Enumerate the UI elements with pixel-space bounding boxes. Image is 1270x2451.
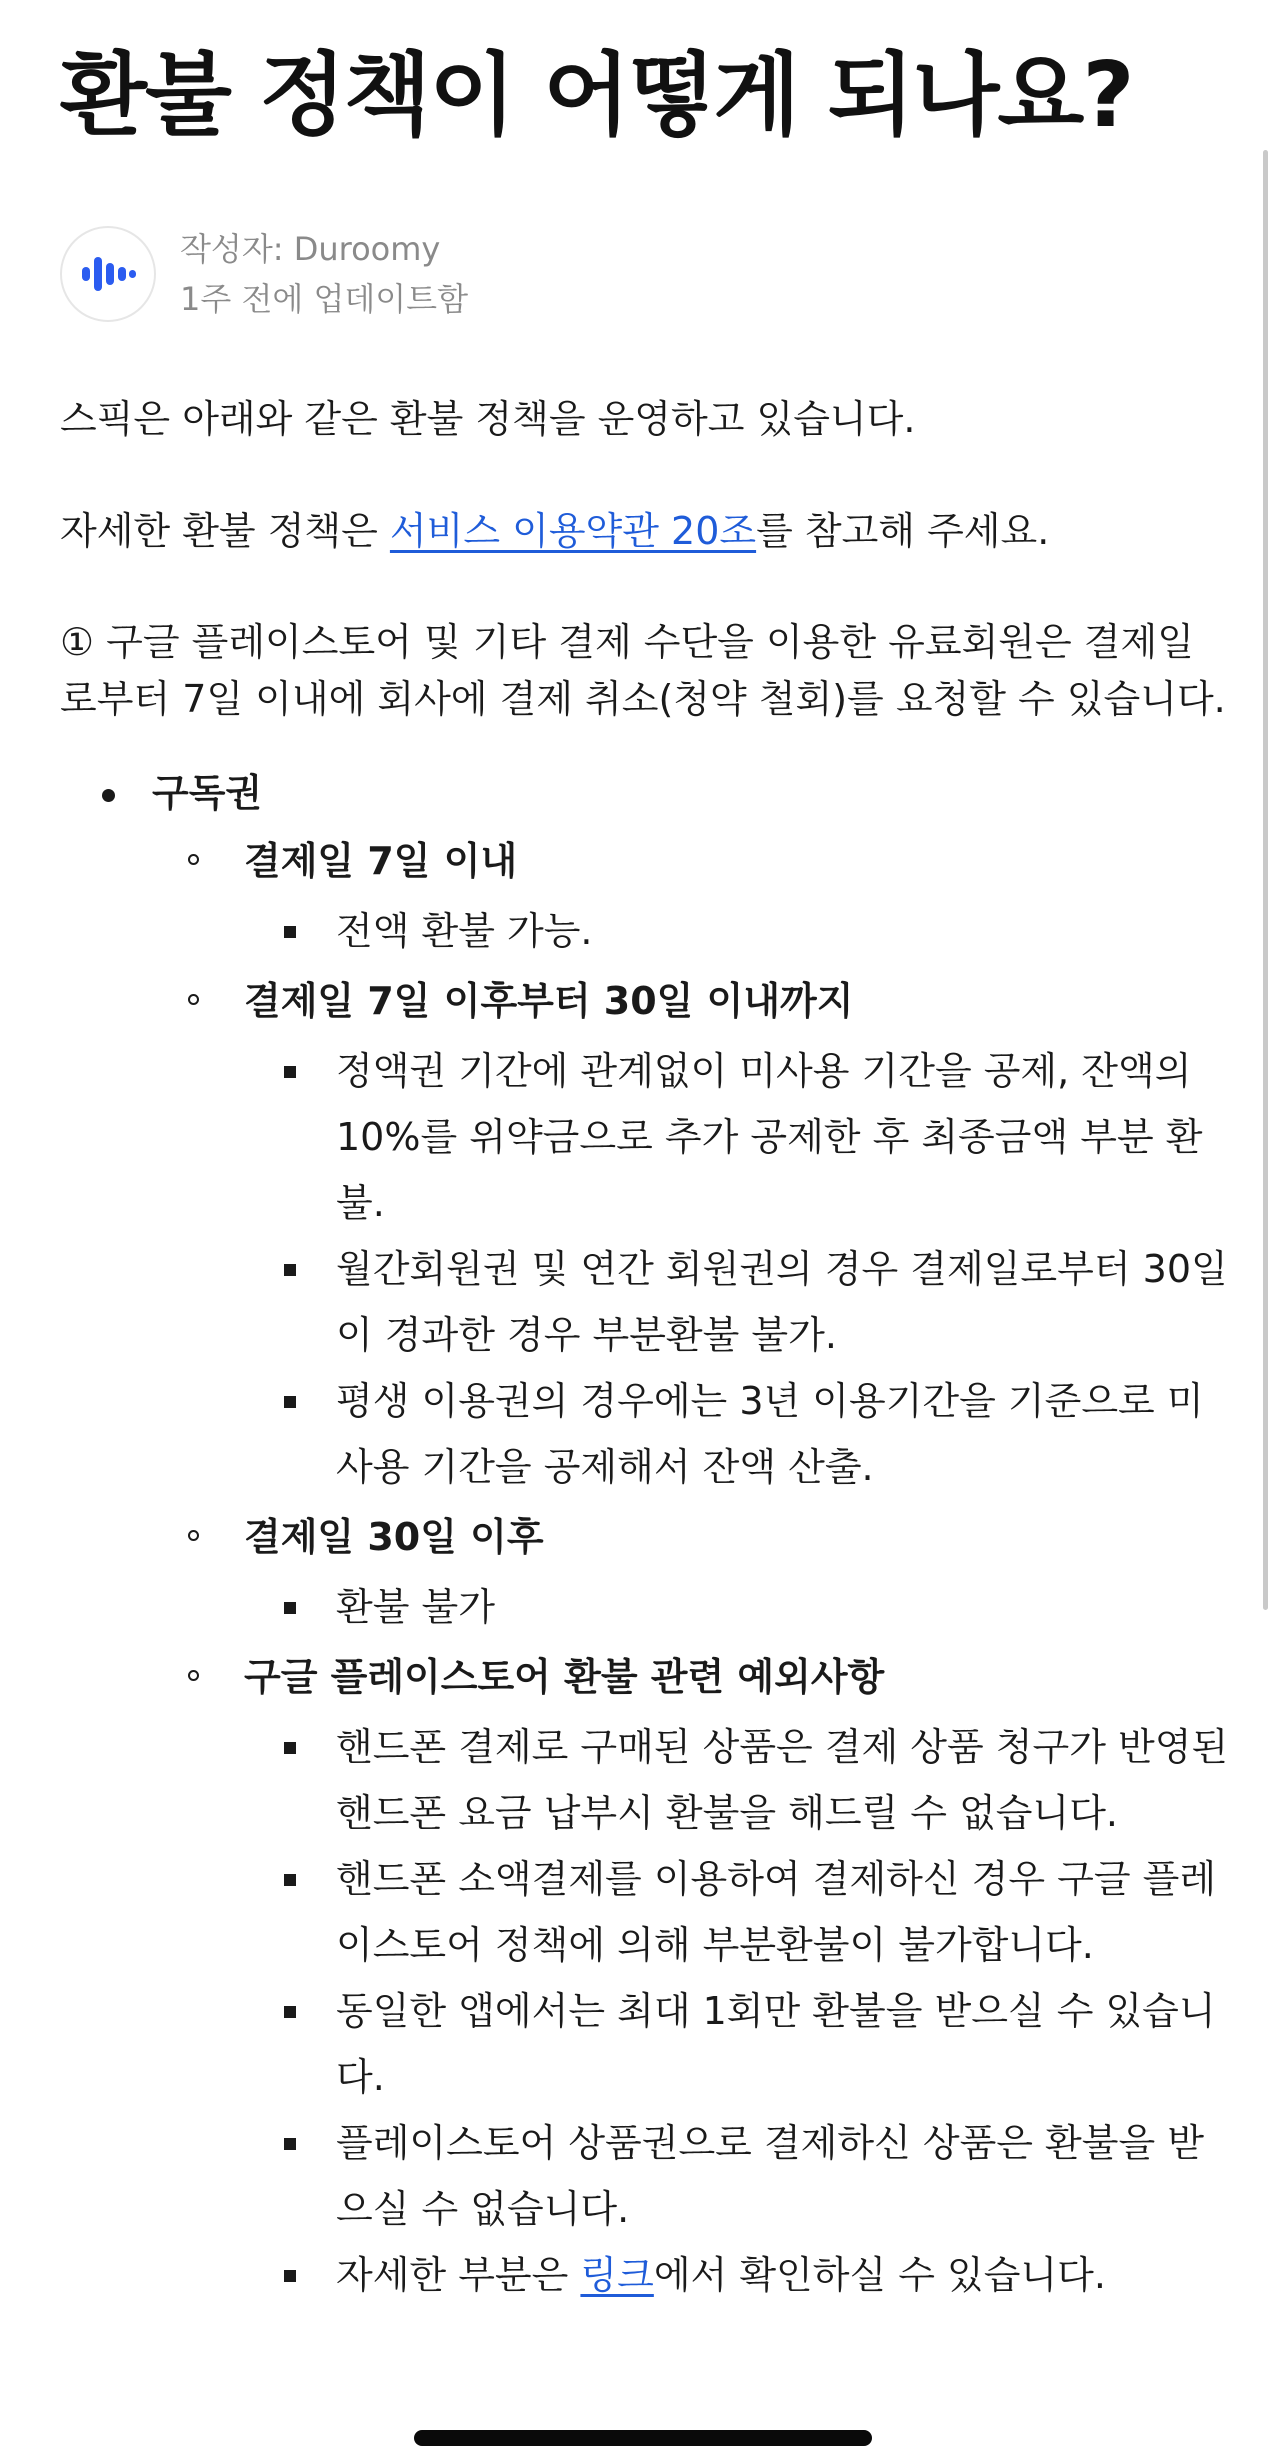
article-page xyxy=(60,0,1230,2297)
list-item xyxy=(244,2242,1230,2308)
group-items xyxy=(244,898,1230,964)
detail-paragraph xyxy=(60,502,1230,560)
policy-groups xyxy=(152,832,1230,2308)
list-item: 월간회원권 및 연간 회원권의 경우 결제일로부터 30일이 경과한 경우 부분환불 불가. xyxy=(244,1236,1230,1368)
audio-wave-icon xyxy=(60,226,156,322)
item-suffix: 에서 확인하실 수 있습니다. xyxy=(653,2253,1106,2297)
policy-list xyxy=(60,764,1230,2308)
home-indicator[interactable] xyxy=(414,2430,872,2446)
detail-prefix: 자세한 환불 정책은 xyxy=(60,509,390,553)
list-item: 플레이스토어 상품권으로 결제하신 상품은 환불을 받으실 수 없습니다. xyxy=(244,2110,1230,2242)
updated-time: 1주 전에 업데이트함 xyxy=(180,280,468,318)
group-items xyxy=(244,1038,1230,1500)
item-prefix: 자세한 부분은 xyxy=(336,2253,581,2297)
list-item: 핸드폰 결제로 구매된 상품은 결제 상품 청구가 반영된 핸드폰 요금 납부시 환불을 해드릴 수 없습니다. xyxy=(244,1714,1230,1846)
article-body xyxy=(60,390,1230,2316)
group-items xyxy=(244,1714,1230,2308)
list-item: 환불 불가 xyxy=(244,1574,1230,1640)
detail-suffix: 를 참고해 주세요. xyxy=(756,509,1050,553)
list-item: 평생 이용권의 경우에는 3년 이용기간을 기준으로 미사용 기간을 공제해서 잔액 산출. xyxy=(244,1368,1230,1500)
author-name: 작성자: Duroomy xyxy=(180,230,441,268)
rule-1-paragraph: ① 구글 플레이스토어 및 기타 결제 수단을 이용한 유료회원은 결제일로부터 7일 이내에 회사에 결제 취소(청약 철회)를 요청할 수 있습니다. xyxy=(60,620,1226,721)
intro-paragraph: 스픽은 아래와 같은 환불 정책을 운영하고 있습니다. xyxy=(60,397,916,441)
article-title: 환불 정책이 어떻게 되나요? xyxy=(60,43,1133,148)
group-title: 결제일 30일 이후 xyxy=(244,1515,544,1559)
policy-group xyxy=(152,1648,1230,2308)
section-title: 구독권 xyxy=(152,771,263,815)
policy-group xyxy=(152,972,1230,1500)
group-title: 구글 플레이스토어 환불 관련 예외사항 xyxy=(244,1655,885,1699)
scrollbar[interactable] xyxy=(1263,150,1268,1610)
group-title: 결제일 7일 이후부터 30일 이내까지 xyxy=(244,979,854,1023)
list-item: 정액권 기간에 관계없이 미사용 기간을 공제, 잔액의 10%를 위약금으로 추가 공제한 후 최종금액 부분 환불. xyxy=(244,1038,1230,1236)
list-item: 전액 환불 가능. xyxy=(244,898,1230,964)
group-title: 결제일 7일 이내 xyxy=(244,839,518,883)
policy-group xyxy=(152,832,1230,964)
details-link[interactable]: 링크 xyxy=(580,2253,654,2297)
list-item: 동일한 앱에서는 최대 1회만 환불을 받으실 수 있습니다. xyxy=(244,1978,1230,2110)
list-item: 핸드폰 소액결제를 이용하여 결제하신 경우 구글 플레이스토어 정책에 의해 부분환불이 불가합니다. xyxy=(244,1846,1230,1978)
terms-link[interactable]: 서비스 이용약관 20조 xyxy=(389,509,757,553)
group-items xyxy=(244,1574,1230,1640)
policy-group xyxy=(152,1508,1230,1640)
list-item xyxy=(60,764,1230,2308)
author-block xyxy=(60,224,468,324)
author-meta xyxy=(180,224,468,324)
